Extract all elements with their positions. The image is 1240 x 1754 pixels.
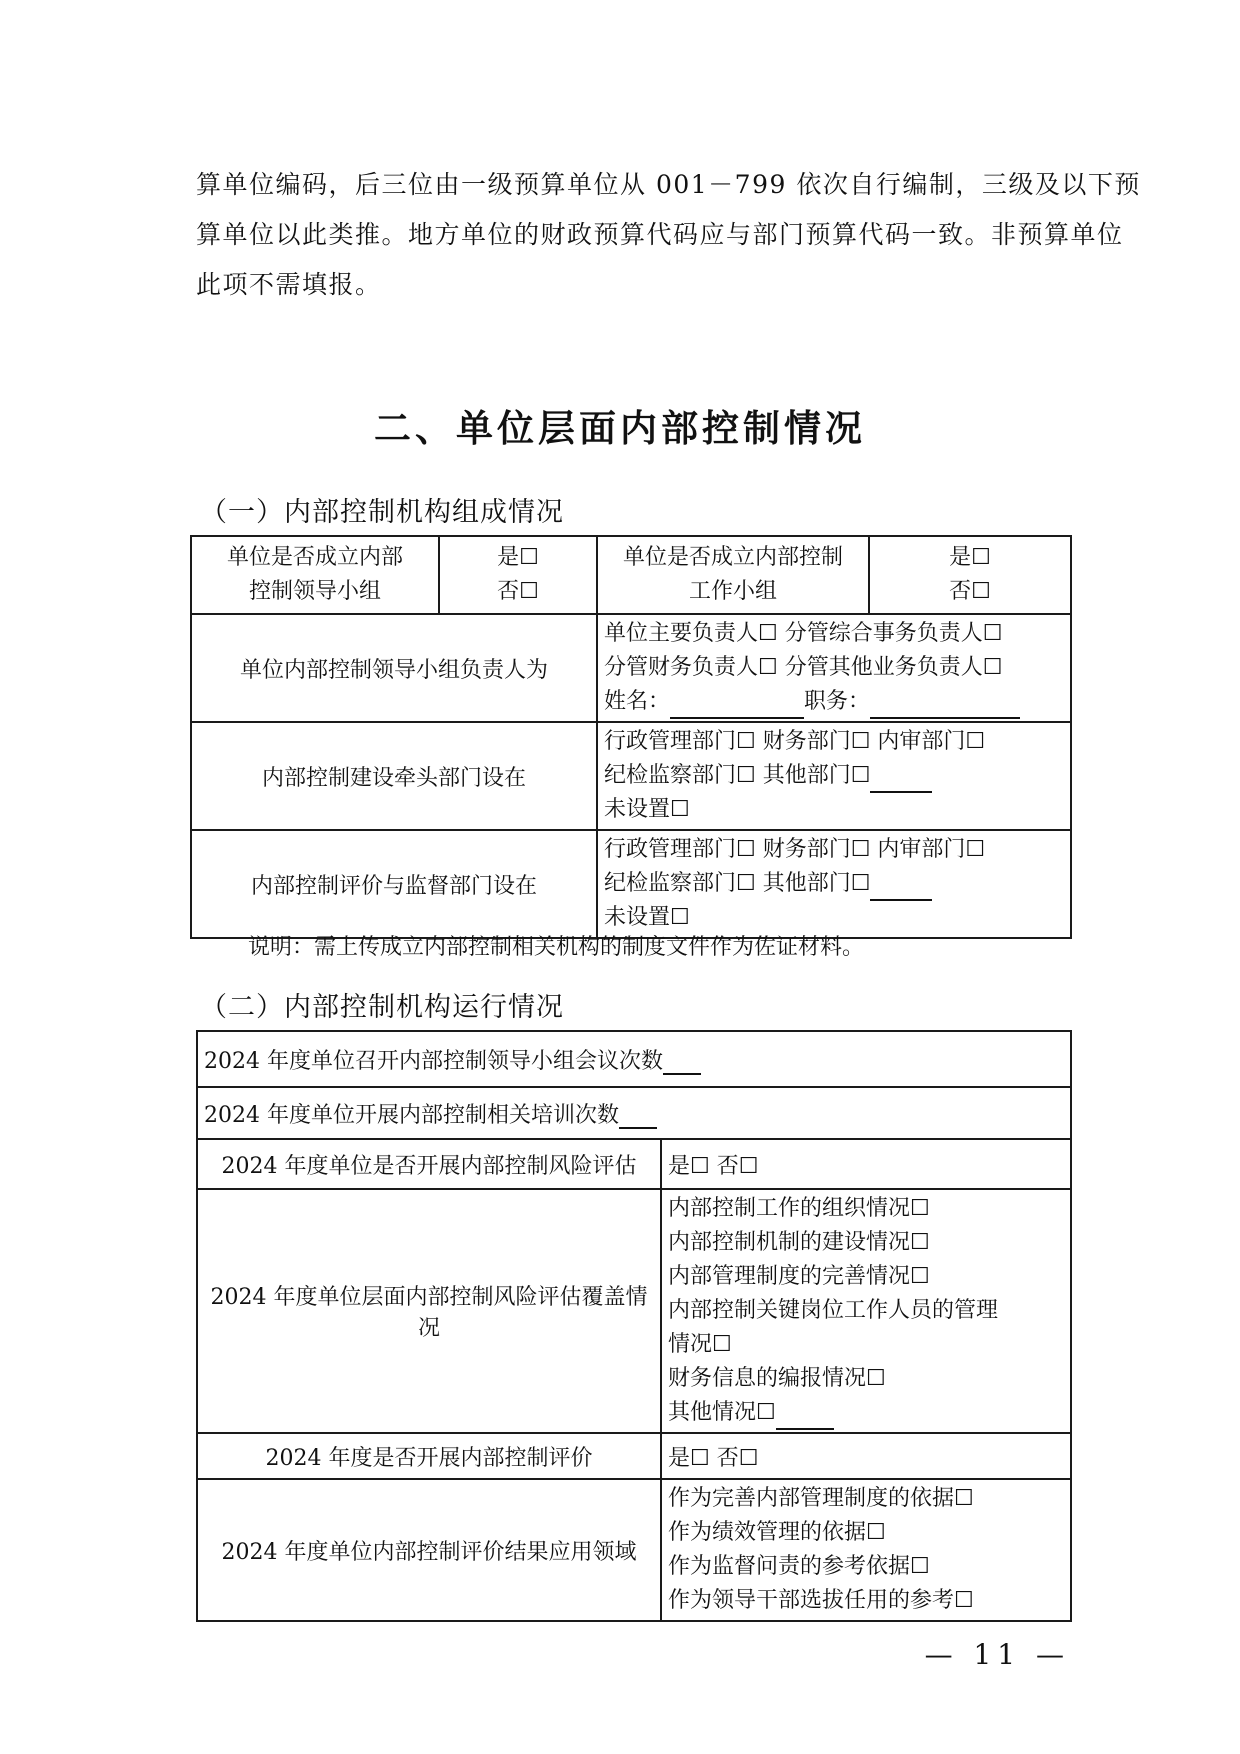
option-line[interactable]: 行政管理部门☐ 财务部门☐ 内审部门☐ xyxy=(604,837,986,862)
work-group-label: 单位是否成立内部控制 工作小组 xyxy=(597,536,869,614)
title-label: 职务： xyxy=(804,689,871,714)
subsection-2-title: （二）内部控制机构运行情况 xyxy=(200,992,564,1023)
option-line[interactable]: 其他情况☐ xyxy=(668,1396,1064,1430)
leader-group-choice[interactable] xyxy=(439,536,597,614)
risk-eval-options[interactable]: 是☐ 否☐ xyxy=(661,1139,1071,1189)
apply-options[interactable] xyxy=(661,1479,1071,1621)
risk-eval-label: 2024 年度单位是否开展内部控制风险评估 xyxy=(197,1139,661,1189)
no-checkbox[interactable]: 否☐ xyxy=(497,579,539,604)
meetings-label: 2024 年度单位召开内部控制领导小组会议次数 xyxy=(204,1048,663,1074)
no-checkbox[interactable]: 否☐ xyxy=(949,579,991,604)
leader-person-label: 单位内部控制领导小组负责人为 xyxy=(191,614,597,722)
meetings-row xyxy=(197,1031,1071,1087)
intro-paragraph xyxy=(196,160,1141,310)
lead-dept-label: 内部控制建设牵头部门设在 xyxy=(191,722,597,830)
page-number: — 11 — xyxy=(924,1638,1070,1671)
option-line[interactable]: 纪检监察部门☐ 其他部门☐ xyxy=(604,759,1064,793)
intro-line: 此项不需填报。 xyxy=(196,270,382,299)
org-operation-table xyxy=(196,1030,1072,1622)
section-title: 二、单位层面内部控制情况 xyxy=(374,407,866,450)
note: 说明：需上传成立内部控制相关机构的制度文件作为佐证材料。 xyxy=(248,935,865,960)
meetings-count-input[interactable] xyxy=(663,1049,701,1075)
trainings-row xyxy=(197,1087,1071,1139)
yes-checkbox[interactable]: 是☐ xyxy=(949,545,991,570)
option-line[interactable]: 未设置☐ xyxy=(604,905,690,930)
option-line[interactable]: 分管财务负责人☐ 分管其他业务负责人☐ xyxy=(604,655,1003,680)
subsection-1-title: （一）内部控制机构组成情况 xyxy=(200,497,564,528)
option-line[interactable]: 作为领导干部选拔任用的参考☐ xyxy=(668,1588,974,1613)
option-line[interactable]: 情况☐ xyxy=(668,1332,732,1357)
option-line[interactable]: 内部控制机制的建设情况☐ xyxy=(668,1230,930,1255)
name-title-line[interactable] xyxy=(604,685,1064,719)
leader-group-label: 单位是否成立内部 控制领导小组 xyxy=(191,536,439,614)
lead-dept-options[interactable] xyxy=(597,722,1071,830)
trainings-label: 2024 年度单位开展内部控制相关培训次数 xyxy=(204,1102,619,1128)
yes-checkbox[interactable]: 是☐ xyxy=(497,545,539,570)
option-line[interactable]: 纪检监察部门☐ 其他部门☐ xyxy=(604,867,1064,901)
option-line[interactable]: 未设置☐ xyxy=(604,797,690,822)
intro-line: 算单位编码，后三位由一级预算单位从 001－799 依次自行编制，三级及以下预 xyxy=(196,170,1141,199)
option-line[interactable]: 内部控制关键岗位工作人员的管理 xyxy=(668,1298,999,1323)
option-line[interactable]: 作为完善内部管理制度的依据☐ xyxy=(668,1486,974,1511)
option-line[interactable]: 作为监督问责的参考依据☐ xyxy=(668,1554,930,1579)
name-input[interactable] xyxy=(670,693,804,719)
option-line[interactable]: 财务信息的编报情况☐ xyxy=(668,1366,886,1391)
leader-person-options[interactable] xyxy=(597,614,1071,722)
name-label: 姓名： xyxy=(604,689,671,714)
other-dept-input[interactable] xyxy=(870,875,932,901)
eval-options[interactable]: 是☐ 否☐ xyxy=(661,1433,1071,1479)
option-line[interactable]: 作为绩效管理的依据☐ xyxy=(668,1520,886,1545)
trainings-count-input[interactable] xyxy=(619,1103,657,1129)
org-composition-table xyxy=(190,535,1072,939)
coverage-label: 2024 年度单位层面内部控制风险评估覆盖情况 xyxy=(197,1189,661,1433)
work-group-choice[interactable] xyxy=(869,536,1071,614)
option-line[interactable]: 单位主要负责人☐ 分管综合事务负责人☐ xyxy=(604,621,1003,646)
apply-label: 2024 年度单位内部控制评价结果应用领域 xyxy=(197,1479,661,1621)
option-line[interactable]: 内部管理制度的完善情况☐ xyxy=(668,1264,930,1289)
option-line[interactable]: 行政管理部门☐ 财务部门☐ 内审部门☐ xyxy=(604,729,986,754)
eval-dept-options[interactable] xyxy=(597,830,1071,938)
eval-dept-label: 内部控制评价与监督部门设在 xyxy=(191,830,597,938)
other-situation-input[interactable] xyxy=(776,1404,834,1430)
coverage-options[interactable] xyxy=(661,1189,1071,1433)
title-input[interactable] xyxy=(870,693,1020,719)
option-line[interactable]: 内部控制工作的组织情况☐ xyxy=(668,1196,930,1221)
intro-line: 算单位以此类推。地方单位的财政预算代码应与部门预算代码一致。非预算单位 xyxy=(196,220,1124,249)
other-dept-input[interactable] xyxy=(870,767,932,793)
eval-label: 2024 年度是否开展内部控制评价 xyxy=(197,1433,661,1479)
